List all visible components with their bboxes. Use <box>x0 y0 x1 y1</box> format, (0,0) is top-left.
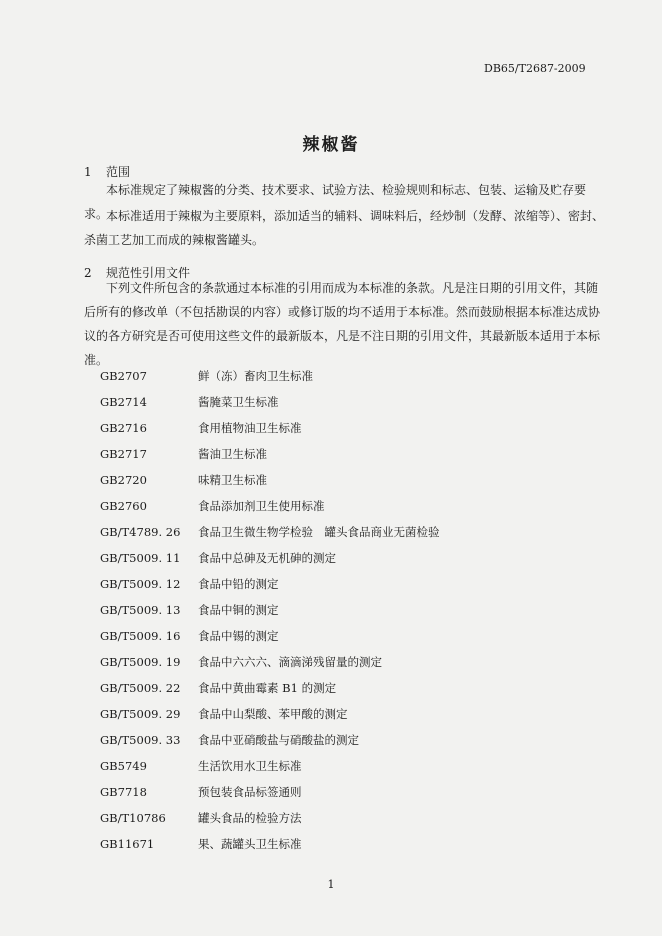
list-item <box>100 368 540 384</box>
list-item <box>100 446 540 462</box>
reference-code: GB/T5009. 22 <box>100 681 181 695</box>
reference-code: GB2717 <box>100 447 147 461</box>
section-title: 规范性引用文件 <box>106 266 191 280</box>
reference-title: 食品中山梨酸、苯甲酸的测定 <box>198 707 348 721</box>
reference-title: 酱腌菜卫生标准 <box>198 395 279 409</box>
reference-title: 生活饮用水卫生标准 <box>198 759 302 773</box>
list-item <box>100 810 540 826</box>
page-number: 1 <box>327 878 335 891</box>
reference-code: GB2760 <box>100 499 147 513</box>
reference-title: 食用植物油卫生标准 <box>198 421 302 435</box>
reference-title: 食品中总砷及无机砷的测定 <box>198 551 336 565</box>
list-item <box>100 420 540 436</box>
reference-title: 食品卫生微生物学检验 罐头食品商业无菌检验 <box>198 525 440 539</box>
list-item <box>100 602 540 618</box>
reference-title: 预包装食品标签通则 <box>198 785 302 799</box>
reference-title: 食品添加剂卫生使用标准 <box>198 499 325 513</box>
list-item <box>100 524 540 540</box>
list-item <box>100 628 540 644</box>
reference-title: 酱油卫生标准 <box>198 447 267 461</box>
standard-code: DB65/T2687-2009 <box>484 62 586 75</box>
reference-title: 食品中亚硝酸盐与硝酸盐的测定 <box>198 733 359 747</box>
reference-code: GB/T5009. 19 <box>100 655 181 669</box>
list-item <box>100 732 540 748</box>
reference-code: GB/T5009. 29 <box>100 707 181 721</box>
reference-code: GB/T5009. 13 <box>100 603 181 617</box>
paragraph: 本标准规定了辣椒酱的分类、技术要求、试验方法、检验规则和标志、包装、运输及贮存要求。 <box>84 183 587 221</box>
reference-title: 果、蔬罐头卫生标准 <box>198 837 302 851</box>
list-item <box>100 784 540 800</box>
list-item <box>100 498 540 514</box>
reference-title: 味精卫生标准 <box>198 473 267 487</box>
list-item <box>100 706 540 722</box>
reference-title: 食品中铜的测定 <box>198 603 279 617</box>
reference-title: 食品中锡的测定 <box>198 629 279 643</box>
reference-title: 罐头食品的检验方法 <box>198 811 302 825</box>
list-item <box>100 836 540 852</box>
reference-code: GB2714 <box>100 395 147 409</box>
reference-code: GB5749 <box>100 759 147 773</box>
paragraph: 下列文件所包含的条款通过本标准的引用而成为本标准的条款。凡是注日期的引用文件，其随后所有的修改单（不包括勘误的内容）或修订版的均不适用于本标准。然而鼓励根据本标准达成协议的各方研究是否可使用这些文件的最新版本，凡是不注日期的引用文件，其最新版本适用于本标准。 <box>84 281 601 367</box>
reference-code: GB/T5009. 33 <box>100 733 181 747</box>
reference-title: 食品中黄曲霉素 B1 的测定 <box>198 681 337 695</box>
reference-title: 食品中铅的测定 <box>198 577 279 591</box>
section-title: 范围 <box>106 165 131 179</box>
section-number: 1 <box>84 165 92 179</box>
paragraph: 本标准适用于辣椒为主要原料，添加适当的辅料、调味料后，经炒制（发酵、浓缩等）、密封、杀菌工艺加工而成的辣椒酱罐头。 <box>84 209 605 247</box>
reference-code: GB11671 <box>100 837 155 851</box>
list-item <box>100 576 540 592</box>
reference-code: GB/T10786 <box>100 811 166 825</box>
list-item <box>100 680 540 696</box>
list-item <box>100 654 540 670</box>
list-item <box>100 550 540 566</box>
reference-code: GB/T5009. 11 <box>100 551 181 565</box>
reference-code: GB2707 <box>100 369 147 383</box>
reference-code: GB/T4789. 26 <box>100 525 181 539</box>
reference-code: GB/T5009. 12 <box>100 577 181 591</box>
list-item <box>100 758 540 774</box>
page-title: 辣椒酱 <box>302 135 360 155</box>
reference-title: 食品中六六六、滴滴涕残留量的测定 <box>198 655 382 669</box>
reference-title: 鲜（冻）畜肉卫生标准 <box>198 369 313 383</box>
reference-code: GB/T5009. 16 <box>100 629 181 643</box>
reference-code: GB2716 <box>100 421 147 435</box>
list-item <box>100 472 540 488</box>
reference-code: GB2720 <box>100 473 147 487</box>
list-item <box>100 394 540 410</box>
section-number: 2 <box>84 266 92 280</box>
reference-code: GB7718 <box>100 785 147 799</box>
